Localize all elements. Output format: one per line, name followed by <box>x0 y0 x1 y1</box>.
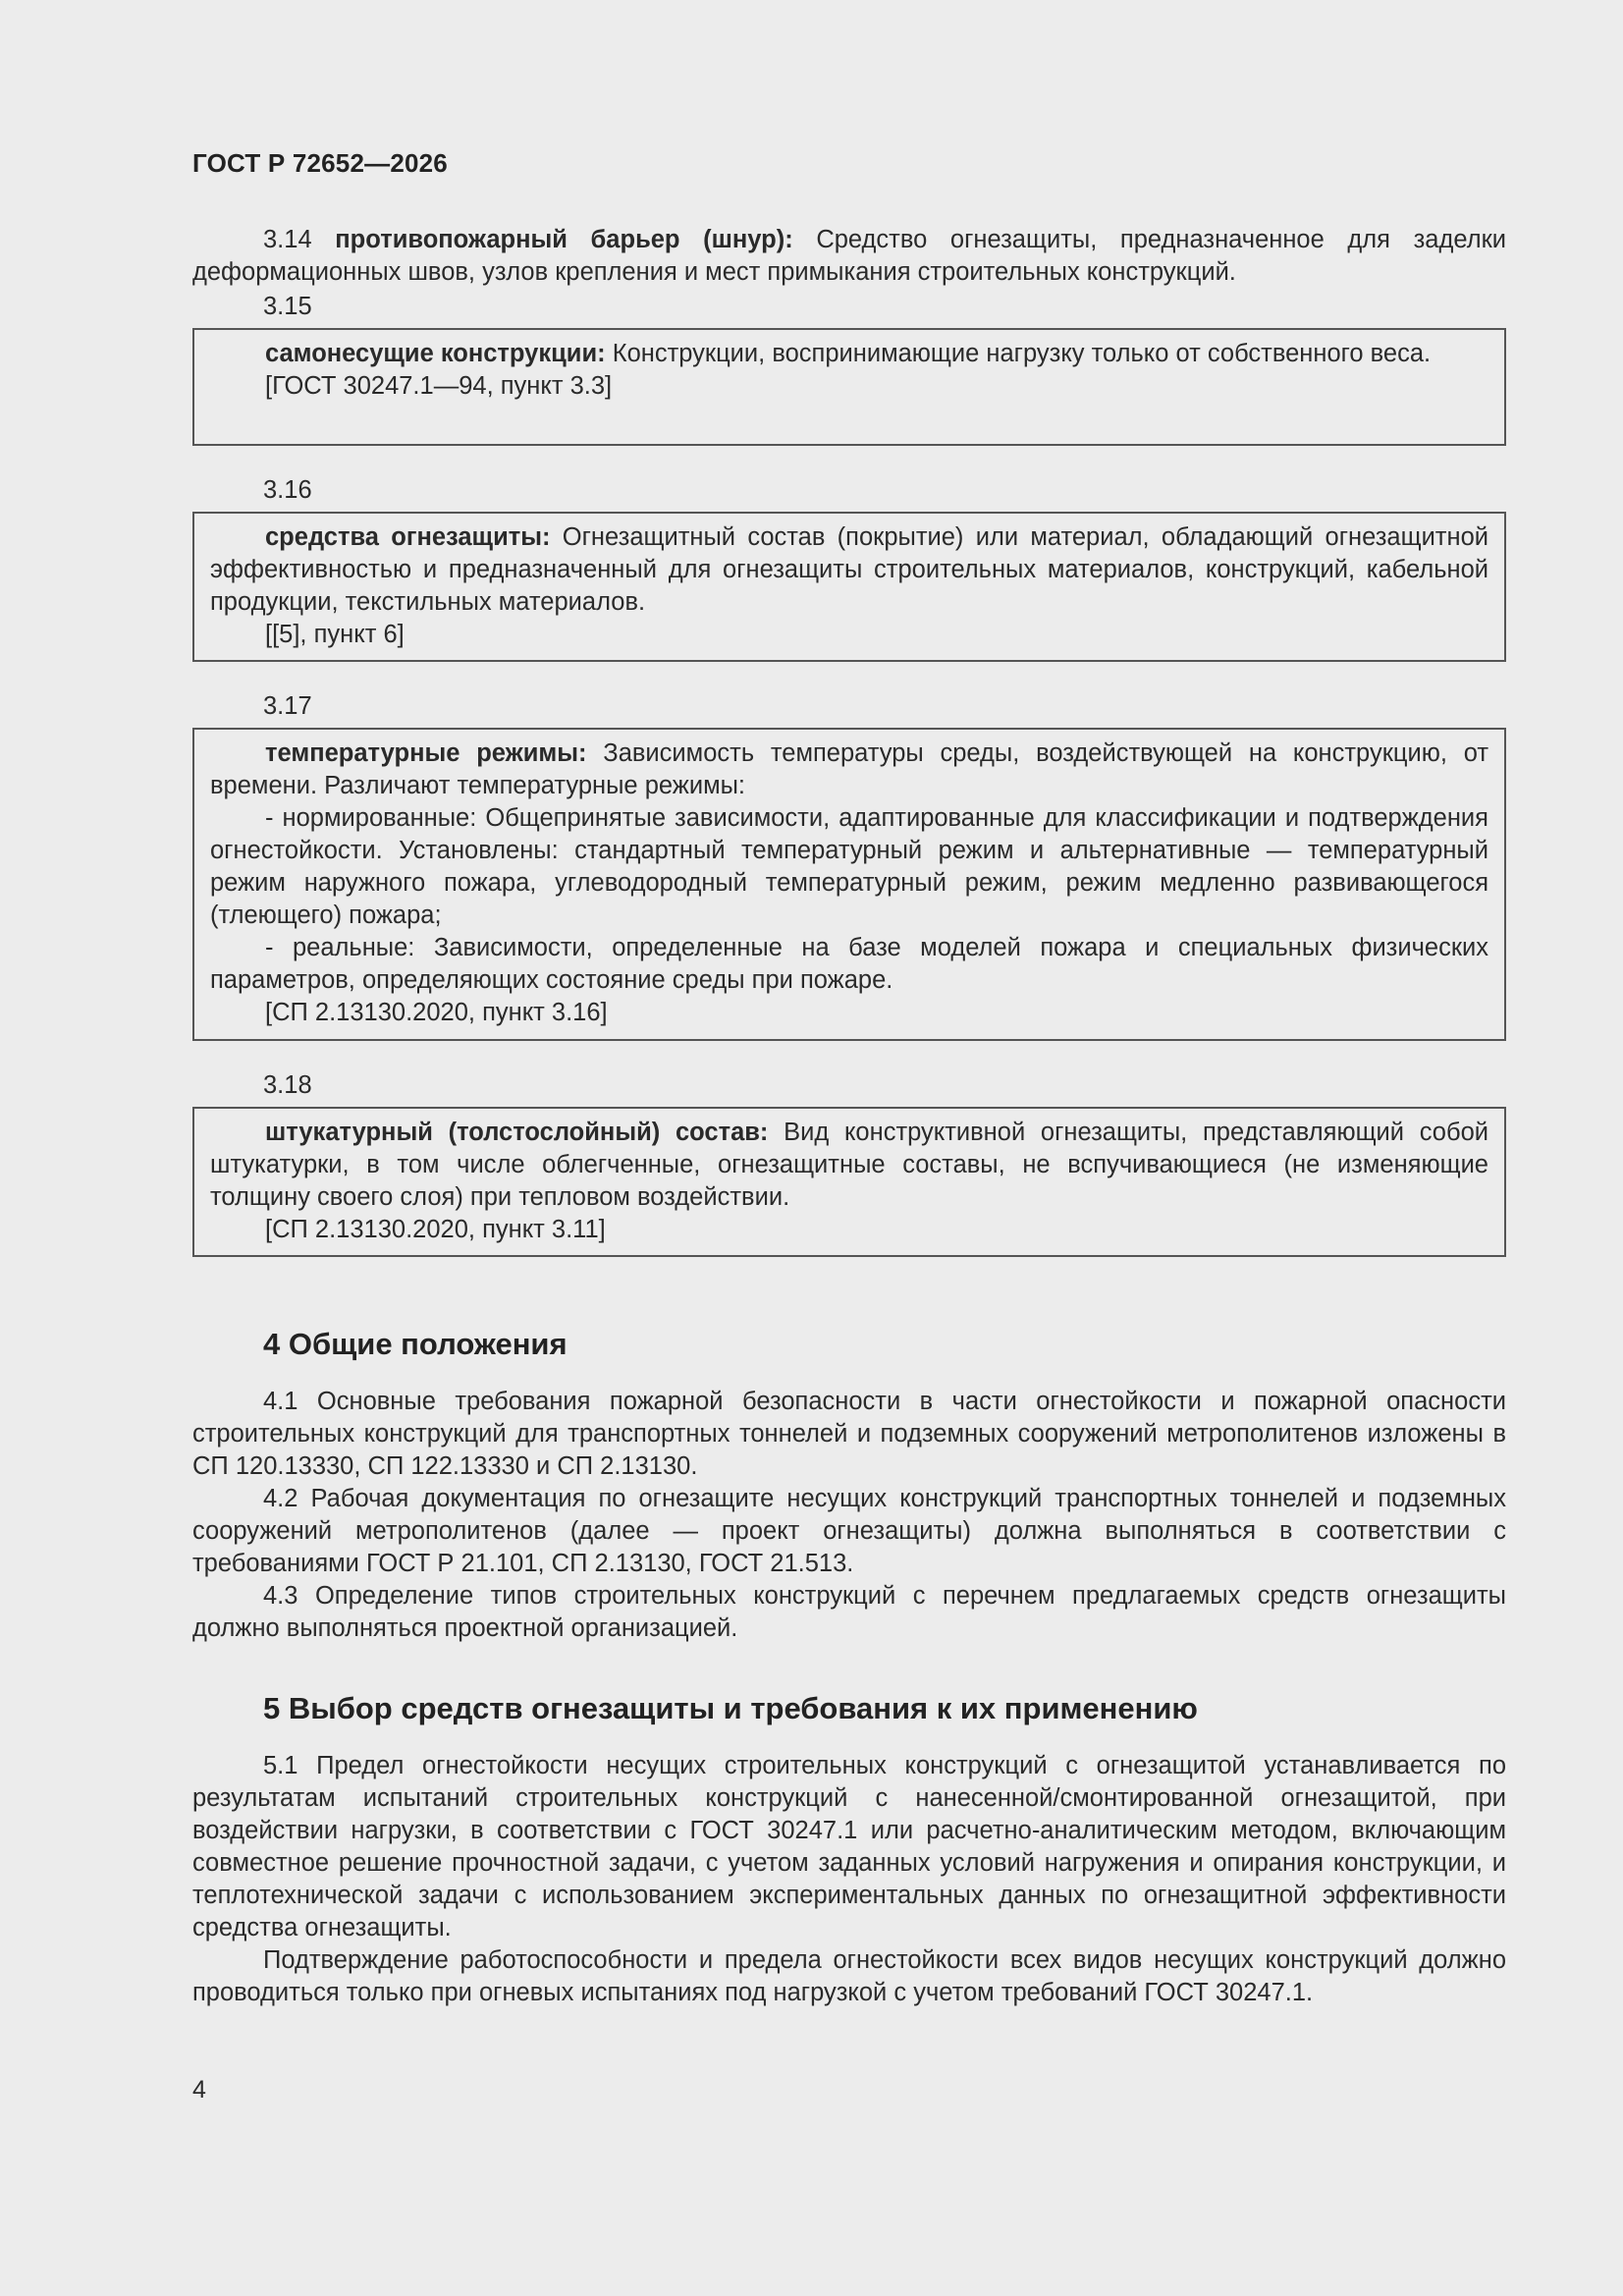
term-3-17-box <box>192 728 1506 1041</box>
term-name: противопожарный барьер (шнур): <box>335 226 793 253</box>
term-3-18-paragraph <box>210 1117 1488 1214</box>
term-name: температурные режимы: <box>265 739 587 767</box>
term-3-17-item-normalized: - нормированные: Общепринятые зависимости, адаптированные для классификации и подтверждения огнестойкости. Установлены: стандартный температурный режим и альтернативные — температурный режим наружного пожара, углеводородный температурный режим, режим медленно развивающегося (тлеющего) пожара; <box>210 804 1488 929</box>
document-header: ГОСТ Р 72652—2026 <box>192 148 448 178</box>
term-definition: Огнезащитный состав (покрытие) или материал, обладающий огнезащитной эффективностью и предназначенный для огнезащиты строительных материалов, конструкций, кабельной продукции, текстильных материалов. <box>210 523 1488 616</box>
section-4 <box>192 1325 1506 1364</box>
term-name: средства огнезащиты: <box>265 523 551 551</box>
term-3-16-paragraph <box>210 521 1488 619</box>
term-3-17-item-real: - реальные: Зависимости, определенные на базе моделей пожара и специальных физических параметров, определяющих состояние среды при пожаре. <box>210 934 1488 994</box>
section-4-heading: 4 Общие положения <box>263 1327 568 1361</box>
term-3-15-number: 3.15 <box>263 293 312 320</box>
term-source: [ГОСТ 30247.1—94, пункт 3.3] <box>265 372 613 400</box>
page-number: 4 <box>192 2076 206 2104</box>
term-source: [СП 2.13130.2020, пункт 3.11] <box>265 1216 606 1243</box>
term-source: [[5], пункт 6] <box>265 621 405 648</box>
term-definition: Средство огнезащиты, предназначенное для заделки деформационных швов, узлов крепления и мест примыкания строительных конструкций. <box>192 226 1506 286</box>
term-name: самонесущие конструкции: <box>265 340 606 367</box>
term-definition: Зависимость температуры среды, воздействующей на конструкцию, от времени. Различают температурные режимы: <box>210 739 1488 799</box>
term-source: [СП 2.13130.2020, пункт 3.16] <box>265 999 608 1026</box>
term-definition: Конструкции, воспринимающие нагрузку только от собственного веса. <box>605 340 1432 367</box>
paragraph-4-2: 4.2 Рабочая документация по огнезащите несущих конструкций транспортных тоннелей и подземных сооружений метрополитенов (далее — проект огнезащиты) должна выполняться в соответствии с требованиями ГОСТ Р 21.101, СП 2.13130, ГОСТ 21.513. <box>192 1485 1506 1577</box>
term-definition: Вид конструктивной огнезащиты, представляющий собой штукатурки, в том числе облегченные, огнезащитные составы, не вспучивающиеся (не изменяющие толщину своего слоя) при тепловом воздействии. <box>210 1119 1488 1211</box>
section-5 <box>192 1689 1506 1728</box>
term-3-18-box <box>192 1107 1506 1257</box>
paragraph-5-1-continued: Подтверждение работоспособности и предела огнестойкости всех видов несущих конструкций должно проводиться только при огневых испытаниях под нагрузкой с учетом требований ГОСТ 30247.1. <box>192 1946 1506 2006</box>
term-name: штукатурный (толстослойный) состав: <box>265 1119 769 1146</box>
paragraph-4-3: 4.3 Определение типов строительных конструкций с перечнем предлагаемых средств огнезащиты должно выполняться проектной организацией. <box>192 1582 1506 1642</box>
term-3-17-number: 3.17 <box>263 692 312 720</box>
term-3-16-box <box>192 512 1506 662</box>
term-number: 3.14 <box>263 226 312 253</box>
term-3-15-paragraph <box>210 338 1488 370</box>
term-3-15-box <box>192 328 1506 446</box>
paragraph-4-1: 4.1 Основные требования пожарной безопасности в части огнестойкости и пожарной опасности строительных конструкций для транспортных тоннелей и подземных сооружений метрополитенов изложены в СП 120.13330, СП 122.13330 и СП 2.13130. <box>192 1388 1506 1480</box>
term-3-17-paragraph <box>210 738 1488 802</box>
term-3-14-paragraph <box>192 224 1506 289</box>
section-5-body <box>192 1750 1506 2009</box>
term-3-18-number: 3.18 <box>263 1071 312 1099</box>
section-5-heading: 5 Выбор средств огнезащиты и требования к их применению <box>263 1691 1198 1725</box>
term-3-16-number: 3.16 <box>263 476 312 504</box>
paragraph-5-1: 5.1 Предел огнестойкости несущих строительных конструкций с огнезащитой устанавливается по результатам испытаний строительных конструкций с нанесенной/смонтированной огнезащитой, при воздействии нагрузки, в соответствии с ГОСТ 30247.1 или расчетно-аналитическим методом, включающим совместное решение прочностной задачи, с учетом заданных условий нагружения и опирания конструкции, и теплотехнической задачи с использованием экспериментальных данных по огнезащитной эффективности средства огнезащиты. <box>192 1752 1506 1941</box>
section-4-body <box>192 1386 1506 1645</box>
term-3-14 <box>192 224 1506 289</box>
